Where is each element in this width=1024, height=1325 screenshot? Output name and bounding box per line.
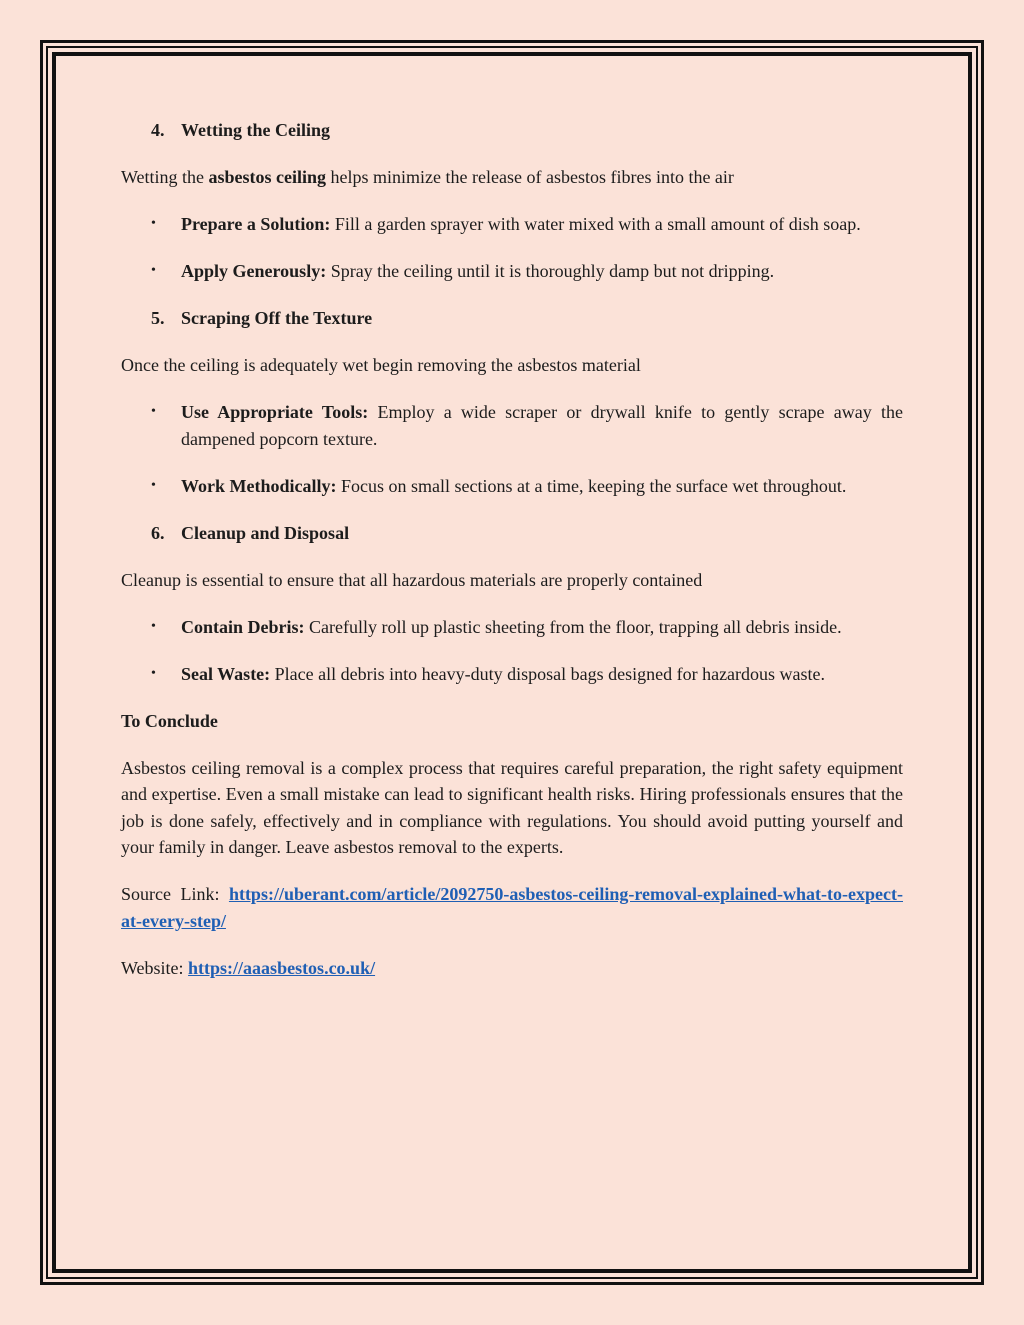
bold-term: asbestos ceiling xyxy=(208,167,327,187)
bullet-label: Prepare a Solution: xyxy=(181,214,331,234)
source-link-line xyxy=(121,881,903,934)
bullet-label: Work Methodically: xyxy=(181,475,337,496)
bullet-icon: • xyxy=(151,263,156,278)
bullet-label: Seal Waste: xyxy=(181,663,271,684)
website-link[interactable]: https://aaasbestos.co.uk/ xyxy=(188,957,376,978)
bullet-list-cleanup xyxy=(121,614,903,688)
source-link[interactable]: https://uberant.com/article/2092750-asbestos-ceiling-removal-explained-what-to-expect-at-every-step/ xyxy=(121,884,903,931)
list-item xyxy=(121,258,903,285)
section-heading-cleanup xyxy=(121,520,903,547)
list-item xyxy=(121,614,903,641)
section-heading-scraping xyxy=(121,305,903,332)
bullet-label: Contain Debris: xyxy=(181,616,305,637)
bullet-list-wetting xyxy=(121,211,903,285)
bullet-text: Employ a wide scraper or drywall knife to gently scrape away the dampened popcorn texture. xyxy=(181,402,904,449)
bullet-icon: • xyxy=(151,477,156,493)
list-item xyxy=(121,211,903,238)
conclusion-paragraph: Asbestos ceiling removal is a complex process that requires careful preparation, the right safety equipment and expertise. Even a small mistake can lead to significant health risks. Hiring professionals ensures that the job is done safely, effectively and in compliance with regulations. You should avoid putting yourself and your family in danger. Leave asbestos removal to the experts. xyxy=(121,757,903,857)
bullet-icon: • xyxy=(151,404,156,419)
section-title: Wetting the Ceiling xyxy=(181,120,330,140)
document-body xyxy=(121,117,903,1002)
bullet-icon: • xyxy=(151,665,156,681)
bullet-label: Apply Generously: xyxy=(181,261,327,281)
bullet-text: Fill a garden sprayer with water mixed with a small amount of dish soap. xyxy=(330,214,861,234)
section-intro-wetting: Wetting the asbestos ceiling helps minimize the release of asbestos fibres into the air xyxy=(121,167,734,187)
section-number: 5. xyxy=(151,308,165,328)
website-line xyxy=(121,955,903,982)
list-item xyxy=(121,473,903,500)
section-title: Scraping Off the Texture xyxy=(181,308,373,328)
source-label: Source Link: xyxy=(121,884,229,904)
bullet-icon: • xyxy=(151,618,156,634)
section-heading-wetting xyxy=(121,117,903,144)
section-intro-scraping: Once the ceiling is adequately wet begin removing the asbestos material xyxy=(121,355,641,375)
section-number: 4. xyxy=(151,120,165,140)
bullet-text: Spray the ceiling until it is thoroughly damp but not dripping. xyxy=(326,261,775,281)
bullet-icon: • xyxy=(151,216,156,231)
bullet-list-scraping xyxy=(121,399,903,499)
bullet-text: Place all debris into heavy-duty disposal bags designed for hazardous waste. xyxy=(270,663,826,684)
website-label: Website: xyxy=(121,957,189,978)
list-item xyxy=(121,399,903,452)
section-number: 6. xyxy=(151,522,165,543)
conclusion-heading: To Conclude xyxy=(121,710,218,731)
section-intro-cleanup: Cleanup is essential to ensure that all hazardous materials are properly contained xyxy=(121,569,703,590)
bullet-label: Use Appropriate Tools: xyxy=(181,402,369,422)
bullet-text: Focus on small sections at a time, keeping the surface wet throughout. xyxy=(336,475,847,496)
bullet-text: Carefully roll up plastic sheeting from the floor, trapping all debris inside. xyxy=(304,616,842,637)
section-title: Cleanup and Disposal xyxy=(181,522,350,543)
list-item xyxy=(121,661,903,688)
